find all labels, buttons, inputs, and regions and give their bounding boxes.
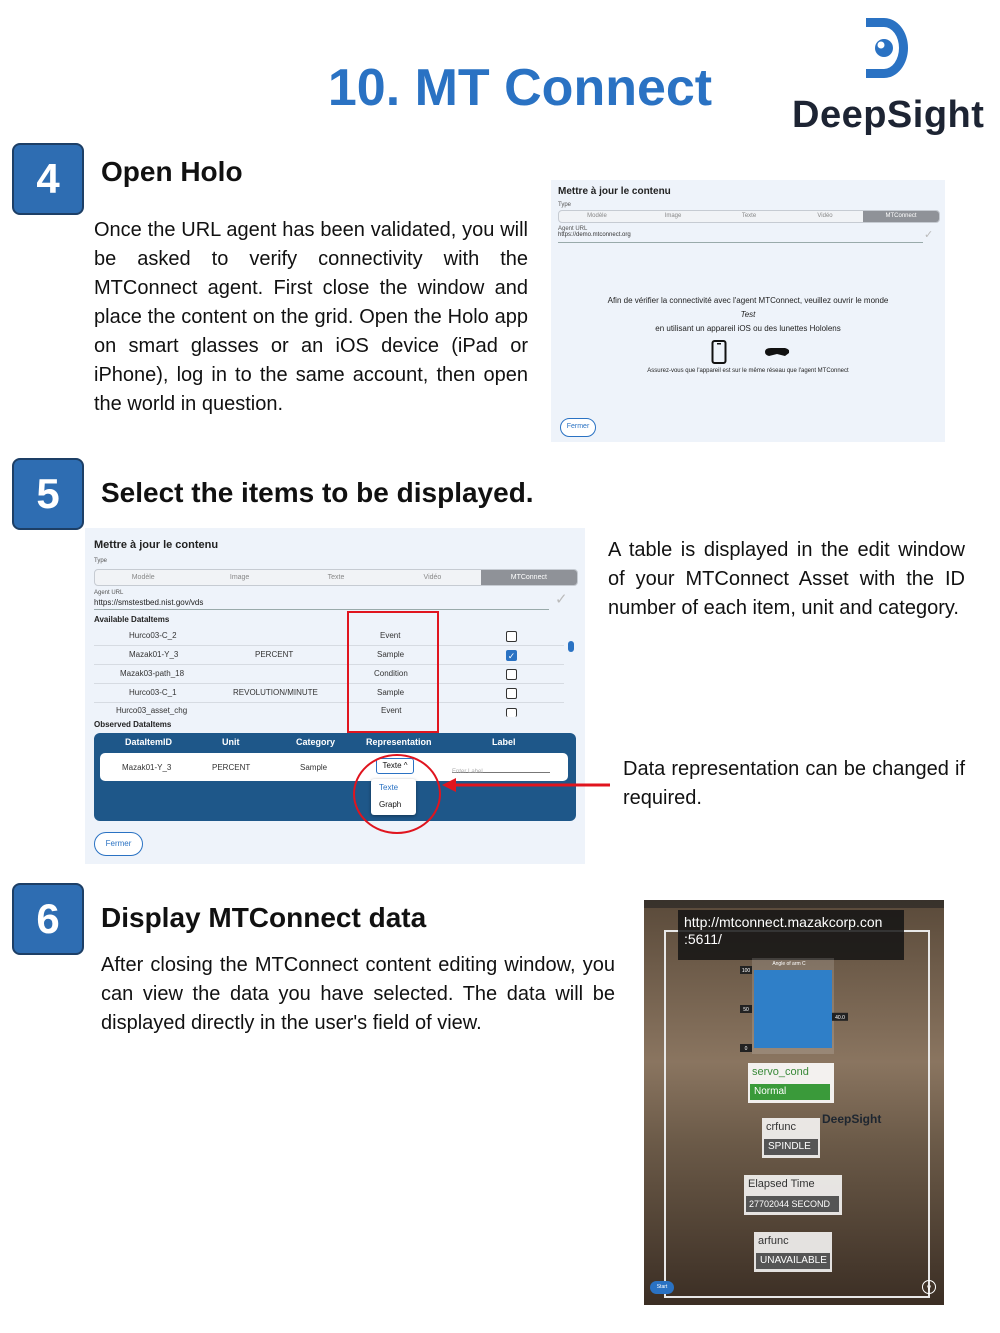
tag-name: Elapsed Time — [748, 1178, 815, 1190]
agent-url-label: Agent URL — [94, 590, 124, 596]
close-button[interactable]: Fermer — [94, 832, 143, 856]
logo-text: DeepSight — [792, 94, 985, 136]
deepsight-logo-icon — [866, 18, 910, 78]
type-segmented-control — [558, 210, 940, 223]
step-5-title: Select the items to be displayed. — [101, 477, 534, 508]
chart-y-tick: 50 — [743, 1007, 749, 1013]
category-highlight-box — [347, 611, 439, 733]
chevron-down-icon[interactable]: v — [922, 1280, 936, 1294]
tag-name: crfunc — [766, 1121, 796, 1133]
tag-value: Normal — [750, 1084, 830, 1100]
tag-name: arfunc — [758, 1235, 789, 1247]
dataitem-id: Mazak01-Y_3 — [129, 650, 179, 659]
network-message: Assurez-vous que l'appareil est sur le même réseau que l'agent MTConnect — [647, 368, 849, 374]
type-segmented-control — [94, 569, 578, 586]
device-message: en utilisant un appareil iOS ou des lunettes Hololens — [655, 324, 841, 333]
tab-video[interactable]: Vidéo — [423, 574, 442, 581]
observed-dataitems-label: Observed DataItems — [94, 720, 172, 729]
dataitem-unit: PERCENT — [255, 650, 294, 659]
step-5-note: Data representation can be changed if required. — [623, 758, 965, 809]
tab-modele[interactable]: Modèle — [587, 213, 607, 219]
scrollbar-thumb[interactable] — [568, 641, 574, 652]
observed-unit: PERCENT — [212, 763, 251, 772]
chevron-up-icon: ^ — [403, 761, 408, 770]
type-label: Type — [558, 202, 572, 208]
step-4-title: Open Holo — [101, 156, 243, 187]
tab-mtconnect[interactable]: MTConnect — [863, 211, 939, 222]
dropdown-highlight-circle — [353, 754, 441, 834]
col-label: Label — [492, 737, 516, 747]
table-row[interactable] — [94, 703, 564, 717]
deepsight-poster: DeepSight — [822, 1112, 882, 1126]
col-category: Category — [296, 737, 336, 747]
tab-image[interactable]: Image — [229, 574, 250, 581]
panel-title: Mettre à jour le contenu — [94, 539, 219, 551]
status-bar — [644, 900, 944, 908]
tab-texte[interactable]: Texte — [327, 574, 345, 581]
start-button[interactable]: Start — [650, 1281, 674, 1294]
chart-bar — [754, 970, 832, 1048]
tag-value: 27702044 SECOND — [746, 1196, 839, 1212]
dataitem-checkbox-checked[interactable]: ✓ — [507, 651, 516, 661]
tag-name: servo_cond — [752, 1066, 809, 1078]
step-4-text: Once the URL agent has been validated, you will be asked to verify connectivity with the MTConnect agent. First close the window and place the content on the grid. Open the Holo app on smart glasses or an iOS device (iPad or iPhone), log in to the same account, then open the world in question. — [94, 219, 528, 415]
phone-icon — [711, 340, 727, 364]
agent-url-tag: http://mtconnect.mazakcorp.con :5611/ — [678, 910, 904, 960]
agent-url-input[interactable]: https://demo.mtconnect.org — [558, 232, 923, 243]
step-6-text: After closing the MTConnect content editing window, you can view the data you have selected. The data will be displayed directly in the user's field of view. — [101, 954, 615, 1034]
dataitem-unit: REVOLUTION/MINUTE — [233, 688, 318, 697]
tab-mtconnect[interactable]: MTConnect — [481, 570, 577, 585]
tag-crfunc — [762, 1118, 820, 1158]
agent-url-label: Agent URL — [558, 226, 588, 232]
chart-y-tick: 100 — [741, 968, 751, 974]
angle-chart — [734, 956, 854, 1056]
col-unit: Unit — [222, 737, 240, 747]
representation-value: Texte — [382, 761, 402, 770]
available-dataitems-label: Available DataItems — [94, 615, 170, 624]
step-6-badge: 6 — [12, 883, 84, 955]
dataitem-id: Mazak03-path_18 — [120, 669, 185, 678]
tag-arfunc — [754, 1232, 832, 1272]
tab-texte[interactable]: Texte — [741, 213, 757, 219]
option-texte[interactable]: Texte — [379, 783, 399, 792]
observed-id: Mazak01-Y_3 — [122, 763, 172, 772]
dataitem-id: Hurco03-C_2 — [129, 631, 177, 640]
validate-check-icon[interactable]: ✓ — [555, 591, 568, 608]
agent-url-input[interactable]: https://smstestbed.nist.gov/vds — [94, 598, 549, 610]
dataitem-category: Event — [381, 706, 402, 715]
mtconnect-connectivity-panel — [551, 180, 945, 442]
world-name: Test — [740, 310, 756, 319]
tab-video[interactable]: Vidéo — [817, 213, 833, 219]
dataitem-category: Condition — [374, 669, 408, 678]
tag-value: UNAVAILABLE — [756, 1253, 830, 1269]
tab-modele[interactable]: Modèle — [131, 574, 155, 581]
dataitem-checkbox[interactable] — [506, 708, 517, 717]
step-5-badge: 5 — [12, 458, 84, 530]
dataitem-id: Hurco03-C_1 — [129, 688, 177, 697]
hololens-icon — [763, 346, 791, 358]
table-row[interactable] — [94, 627, 564, 646]
panel-title: Mettre à jour le contenu — [558, 186, 671, 197]
validate-check-icon[interactable]: ✓ — [924, 229, 934, 241]
label-placeholder: Enter Label — [452, 769, 483, 775]
chart-value-label: 40.0 — [835, 1014, 845, 1021]
observed-category: Sample — [300, 763, 328, 772]
type-label: Type — [94, 558, 108, 564]
col-representation: Representation — [366, 737, 432, 747]
dataitem-checkbox[interactable] — [506, 688, 517, 699]
step-5-text: A table is displayed in the edit window of your MTConnect Asset with the ID number of each item, unit and category. — [608, 539, 965, 619]
tag-elapsed-time — [744, 1175, 842, 1215]
step-6-title: Display MTConnect data — [101, 902, 427, 933]
option-graph[interactable]: Graph — [379, 800, 402, 809]
table-row[interactable] — [94, 646, 564, 665]
table-row[interactable] — [94, 684, 564, 703]
label-input[interactable] — [452, 760, 550, 773]
dataitem-category: Event — [380, 631, 401, 640]
col-dataitemid: DataItemID — [125, 737, 173, 747]
table-row[interactable] — [94, 665, 564, 684]
dataitem-id: Hurco03_asset_chg — [116, 706, 188, 715]
annotation-arrow-icon — [440, 775, 612, 795]
chart-title: Angle of arm C — [772, 961, 806, 967]
dataitem-checkbox[interactable] — [506, 669, 517, 680]
connectivity-message: Afin de vérifier la connectivité avec l'agent MTConnect, veuillez ouvrir le monde — [607, 296, 889, 305]
close-button[interactable]: Fermer — [560, 418, 596, 437]
step-4-badge: 4 — [12, 143, 84, 215]
dataitem-checkbox[interactable] — [506, 631, 517, 642]
tab-image[interactable]: Image — [664, 213, 682, 219]
tag-value: SPINDLE — [764, 1139, 818, 1155]
mtconnect-edit-panel — [85, 528, 585, 864]
chart-y-tick: 0 — [744, 1046, 748, 1052]
ar-view-screenshot — [644, 900, 944, 1305]
tag-servo-cond — [748, 1063, 834, 1103]
page-title: 10. MT Connect — [327, 59, 713, 117]
dataitem-category: Sample — [377, 688, 405, 697]
dataitem-category: Sample — [377, 650, 405, 659]
